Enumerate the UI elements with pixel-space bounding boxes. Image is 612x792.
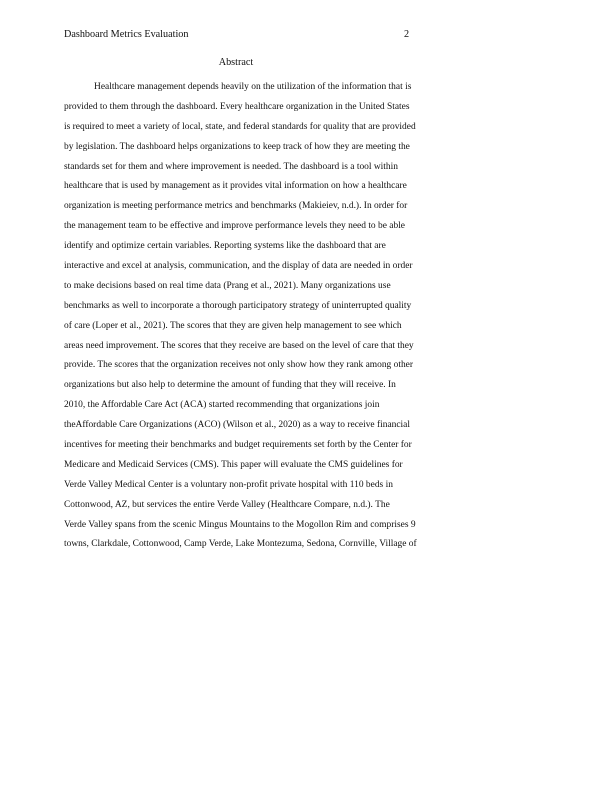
section-heading: Abstract — [218, 57, 254, 68]
body-line: towns, Clarkdale, Cottonwood, Camp Verde, Lake Montezuma, Sedona, Cornville, Village of — [64, 539, 417, 550]
abstract-body — [64, 78, 420, 555]
body-line: provided to them through the dashboard. Every healthcare organization in the United States — [64, 101, 410, 112]
body-line: healthcare that is used by management as it provides vital information on how a healthcare — [64, 181, 407, 192]
body-line: Verde Valley spans from the scenic Mingus Mountains to the Mogollon Rim and comprises 9 — [64, 519, 416, 530]
body-line: of care (Loper et al., 2021). The scores that they are given help management to see which — [64, 320, 402, 331]
body-line: interactive and excel at analysis, communication, and the display of data are needed in order — [64, 261, 413, 272]
body-line: to make decisions based on real time data (Prang et al., 2021). Many organizations use — [64, 280, 391, 291]
body-line: Cottonwood, AZ, but services the entire Verde Valley (Healthcare Compare, n.d.). The — [64, 499, 390, 510]
running-head: Dashboard Metrics Evaluation — [64, 29, 189, 40]
body-line: benchmarks as well to incorporate a thorough participatory strategy of uninterrupted quality — [64, 300, 412, 311]
body-line: 2010, the Affordable Care Act (ACA) started recommending that organizations join — [64, 400, 380, 411]
body-line: incentives for meeting their benchmarks and budget requirements set forth by the Center for — [64, 440, 412, 451]
body-line: organization is meeting performance metrics and benchmarks (Makieiev, n.d.). In order for — [64, 201, 408, 212]
body-line: theAffordable Care Organizations (ACO) (Wilson et al., 2020) as a way to receive financial — [64, 420, 410, 431]
body-line: organizations but also help to determine the amount of funding that they will receive. In — [64, 380, 396, 391]
page-number: 2 — [404, 29, 410, 40]
body-line: Medicare and Medicaid Services (CMS). This paper will evaluate the CMS guidelines for — [64, 459, 403, 470]
body-line: areas need improvement. The scores that they receive are based on the level of care that they — [64, 340, 414, 351]
body-line: standards set for them and where improvement is needed. The dashboard is a tool within — [64, 161, 398, 172]
body-line: identify and optimize certain variables. Reporting systems like the dashboard that are — [64, 241, 386, 252]
body-line: by legislation. The dashboard helps organizations to keep track of how they are meeting the — [64, 141, 410, 152]
body-line: Healthcare management depends heavily on the utilization of the information that is — [94, 82, 412, 92]
body-line: is required to meet a variety of local, state, and federal standards for quality that are provided — [64, 121, 416, 132]
body-line: Verde Valley Medical Center is a voluntary non-profit private hospital with 110 beds in — [64, 479, 393, 490]
body-line: the management team to be effective and improve performance levels they need to be able — [64, 221, 405, 232]
body-line: provide. The scores that the organization receives not only show how they rank among other — [64, 360, 414, 371]
